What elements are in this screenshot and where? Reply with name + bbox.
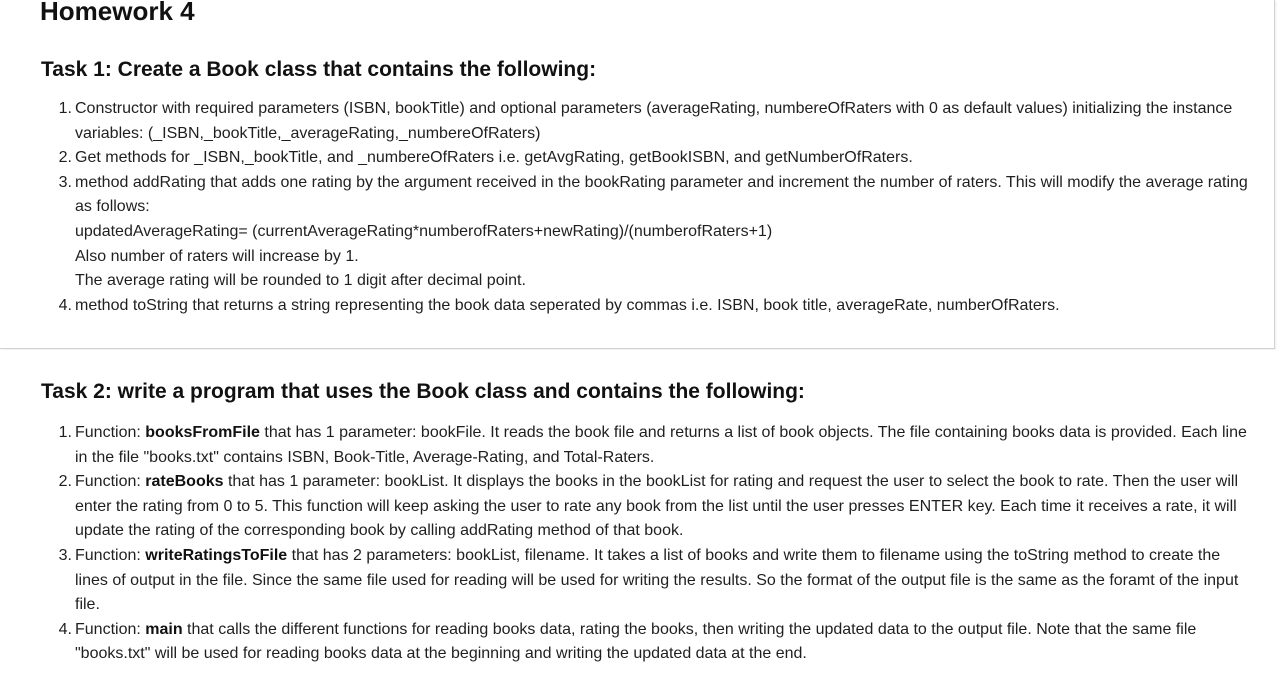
item-text: method toString that returns a string representing the book data seperated by commas i.e. ISBN, book title, averageRate, numberOfRaters. [75,296,1060,314]
item-prefix: Function: [75,424,146,441]
function-name: rateBooks [145,473,224,491]
item-number: 4. [58,296,72,314]
item-number: 3. [58,546,72,564]
item-number: 2. [58,149,72,167]
item-text: that has 1 parameter: bookFile. It reads the book file and returns a list of book objects. The file containing books data is provided. Each line in the file "books.txt" contains ISBN, Book-Title, Average-Rating, and Total-Raters. [75,424,1247,466]
list-item [58,470,1255,544]
item-number: 2. [58,473,72,491]
task1-list [58,97,1255,318]
item-text: that has 1 parameter: bookList. It displays the books in the bookList for rating and request the user to select the book to rate. Then the user will enter the rating from 0 to 5. This function will keep asking the user to rate any book from the list until the user presses ENTER key. Each time it receives a rate, it will update the rating of the corresponding book by calling addRating method of that book. [75,473,1239,540]
function-name: booksFromFile [145,424,260,441]
list-item [58,421,1255,470]
item-text: Constructor with required parameters (ISBN, bookTitle) and optional parameters (averageRating, numbereOfRaters with 0 as default values) initializing the instance variables: (_ISBN,_bookTitle,_averageRating,_numbereOfRaters) [75,100,1233,142]
list-item [58,294,1255,319]
item-text: method addRating that adds one rating by the argument received in the bookRating parameter and increment the number of raters. This will modify the average rating as follows: [75,173,1248,216]
item-text: that has 2 parameters: bookList, filename. It takes a list of books and write them to filename using the toString method to create the lines of output in the file. Since the same file used for reading will be used for writing the results. So the format of the output file is the same as the foramt of the input file. [75,546,1239,614]
item-number: 1. [58,424,72,441]
task2-card [0,350,1275,676]
rating-formula: updatedAverageRating= (currentAverageRating*numberofRaters+newRating)/(numberofRaters+1) [75,222,773,240]
item-number: 1. [58,100,72,117]
item-prefix: Function: [75,546,146,564]
item-prefix: Function: [75,620,146,638]
list-item [58,146,1255,171]
item-text: Get methods for _ISBN,_bookTitle, and _numbereOfRaters i.e. getAvgRating, getBookISBN, and getNumberOfRaters. [75,149,913,167]
item-number: 3. [58,173,72,191]
item-note: Also number of raters will increase by 1. [75,247,359,265]
task2-list [58,421,1255,667]
list-item [58,618,1255,667]
function-name: main [145,620,183,638]
item-text: that calls the different functions for reading books data, rating the books, then writing the updated data to the output file. Note that the same file "books.txt" will be used for reading books data at the beginning and writing the updated data at the end. [75,620,1197,663]
list-item [58,171,1255,294]
function-name: writeRatingsToFile [145,546,288,564]
task2-heading: Task 2: write a program that uses the Book class and contains the following: [41,380,805,403]
item-note: The average rating will be rounded to 1 digit after decimal point. [75,272,526,290]
item-prefix: Function: [75,473,146,491]
page-title: Homework 4 [40,0,195,26]
list-item [58,544,1255,618]
task1-heading: Task 1: Create a Book class that contains the following: [41,58,597,81]
list-item [58,97,1255,146]
item-number: 4. [58,620,72,638]
